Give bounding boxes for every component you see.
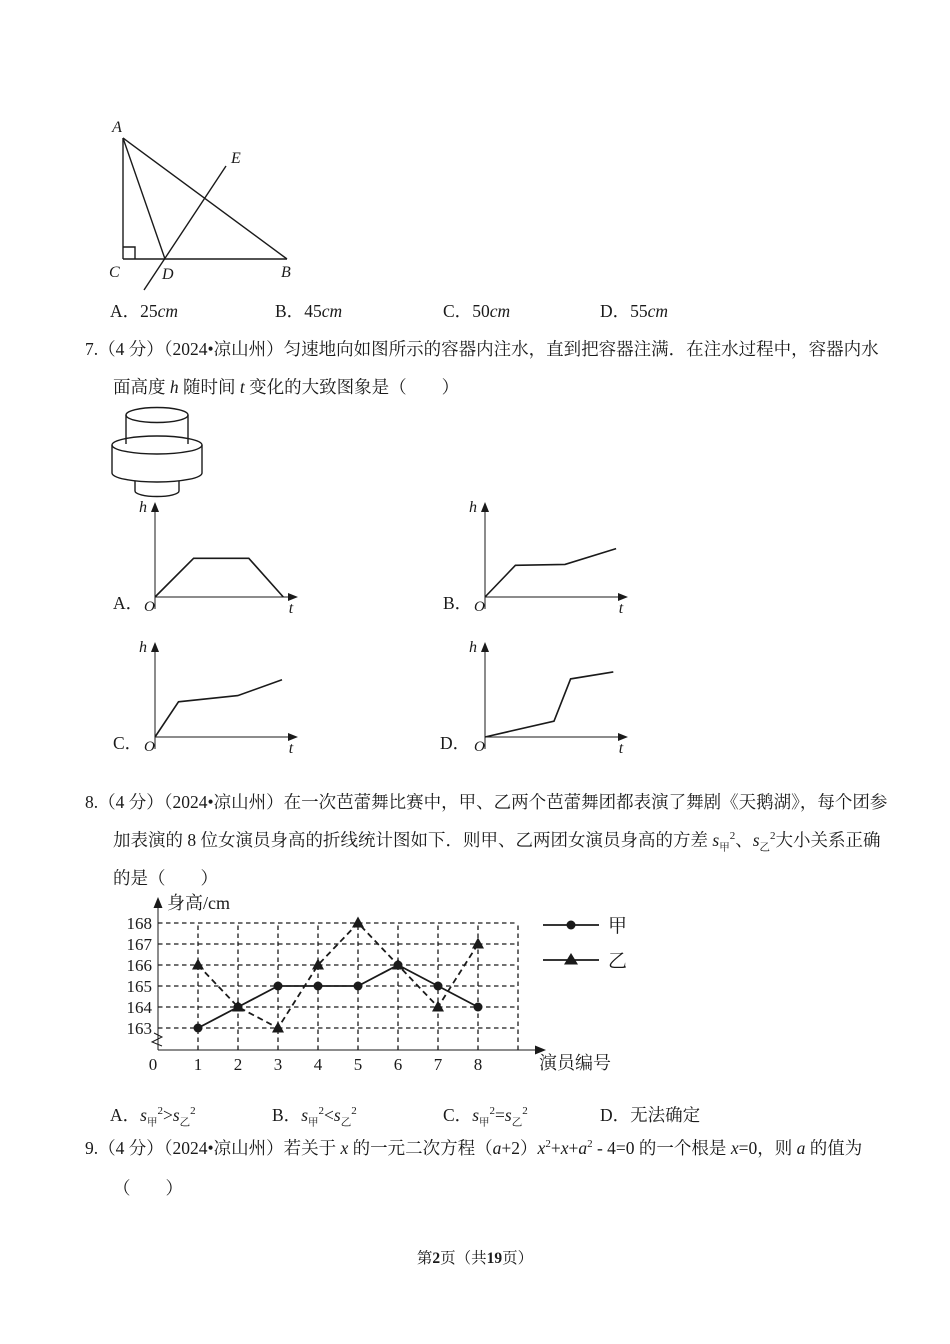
legend-triangle-marker [564, 953, 578, 965]
x-axis-title: 演员编号 [539, 1053, 611, 1073]
point-c-label: C [109, 264, 120, 281]
q7-graph-d [463, 637, 638, 755]
q6-option-d: D．55cm [600, 301, 669, 321]
q7-text-line2: 面高度 h 随时间 t 变化的大致图象是（ ） [113, 377, 460, 397]
h-axis-label: h [469, 499, 477, 516]
svg-text:7: 7 [433, 1055, 443, 1074]
svg-text:166: 166 [126, 956, 152, 975]
q6-option-b: B．45cm [275, 301, 343, 321]
q7-text-line1: 7.（4 分）（2024•凉山州）匀速地向如图所示的容器内注水，直到把容器注满．在注水过程中，容器内水 [85, 339, 879, 359]
svg-text:164: 164 [126, 998, 152, 1017]
t-axis-label: t [288, 740, 294, 757]
h-axis-label: h [469, 639, 477, 656]
svg-text:1: 1 [193, 1055, 203, 1074]
y-axis-title: 身高/cm [167, 893, 230, 913]
legend-series1-label: 甲 [608, 916, 628, 937]
svg-text:167: 167 [126, 935, 152, 954]
q8-option-a: A．$s_甲^2>s_乙^2$ [110, 1105, 196, 1129]
point-e-label: E [231, 150, 241, 167]
q8-option-b: B．$s_甲^2<s_乙^2$ [272, 1105, 357, 1129]
q7-graph-b [463, 497, 638, 615]
page-footer: 第2页（共19页） [416, 1250, 534, 1267]
q8-option-c: C．$s_甲^2=s_乙^2$ [443, 1105, 528, 1129]
q7-graph-c-label: C． [113, 733, 143, 753]
t-axis-label: t [618, 600, 624, 617]
svg-text:3: 3 [273, 1055, 283, 1074]
q8-option-d: D．无法确定 [600, 1105, 701, 1125]
origin-label: O [474, 739, 485, 755]
svg-text:6: 6 [393, 1055, 403, 1074]
q9-text-line2: （ ） [113, 1178, 183, 1198]
origin-label: O [144, 739, 155, 755]
svg-text:165: 165 [126, 977, 152, 996]
svg-text:4: 4 [313, 1055, 323, 1074]
svg-text:8: 8 [473, 1055, 483, 1074]
chart-series [192, 917, 484, 1033]
q9-text-line1: 9.（4 分）（2024•凉山州）若关于 x 的一元二次方程$(a+2)x^2+x+a^2 - 4=0$ 的一个根是 x=0，则 a 的值为 [85, 1138, 863, 1158]
svg-text:0: 0 [148, 1055, 158, 1074]
svg-text:2: 2 [233, 1055, 243, 1074]
q6-option-c: C．50cm [443, 301, 511, 321]
y-axis-break [152, 1033, 162, 1046]
q7-container-figure [98, 403, 216, 498]
origin-label: O [474, 599, 485, 615]
origin-label: O [144, 599, 155, 615]
t-axis-label: t [618, 740, 624, 757]
q7-graph-d-label: D． [440, 733, 471, 753]
h-axis-label: h [139, 639, 147, 656]
q7-graph-c [133, 637, 308, 755]
q6-geometry-figure [95, 116, 320, 294]
q8-height-line-chart [115, 892, 655, 1087]
t-axis-label: t [288, 600, 294, 617]
h-axis-label: h [139, 499, 147, 516]
svg-text:168: 168 [126, 914, 152, 933]
svg-text:163: 163 [126, 1019, 152, 1038]
q7-graph-a-label: A． [113, 593, 144, 613]
q7-graph-b-label: B． [443, 593, 473, 613]
point-a-label: A [112, 119, 122, 136]
q8-text-line1: 8.（4 分）（2024•凉山州）在一次芭蕾舞比赛中，甲、乙两个芭蕾舞团都表演了舞剧《天鹅湖》，每个团参 [85, 792, 888, 812]
point-b-label: B [281, 264, 291, 281]
q6-option-a: A．25cm [110, 301, 179, 321]
point-d-label: D [162, 266, 174, 283]
svg-text:5: 5 [353, 1055, 363, 1074]
q7-graph-a [133, 497, 308, 615]
q8-text-line2: 加表演的 8 位女演员身高的折线统计图如下．则甲、乙两团女演员身高的方差 $s_甲^2$、$s_乙^2$大小关系正确 [113, 830, 881, 854]
q8-text-line3: 的是（ ） [113, 868, 218, 888]
legend-circle-marker [567, 921, 576, 930]
chart-legend [543, 916, 627, 972]
legend-series2-label: 乙 [608, 951, 628, 972]
